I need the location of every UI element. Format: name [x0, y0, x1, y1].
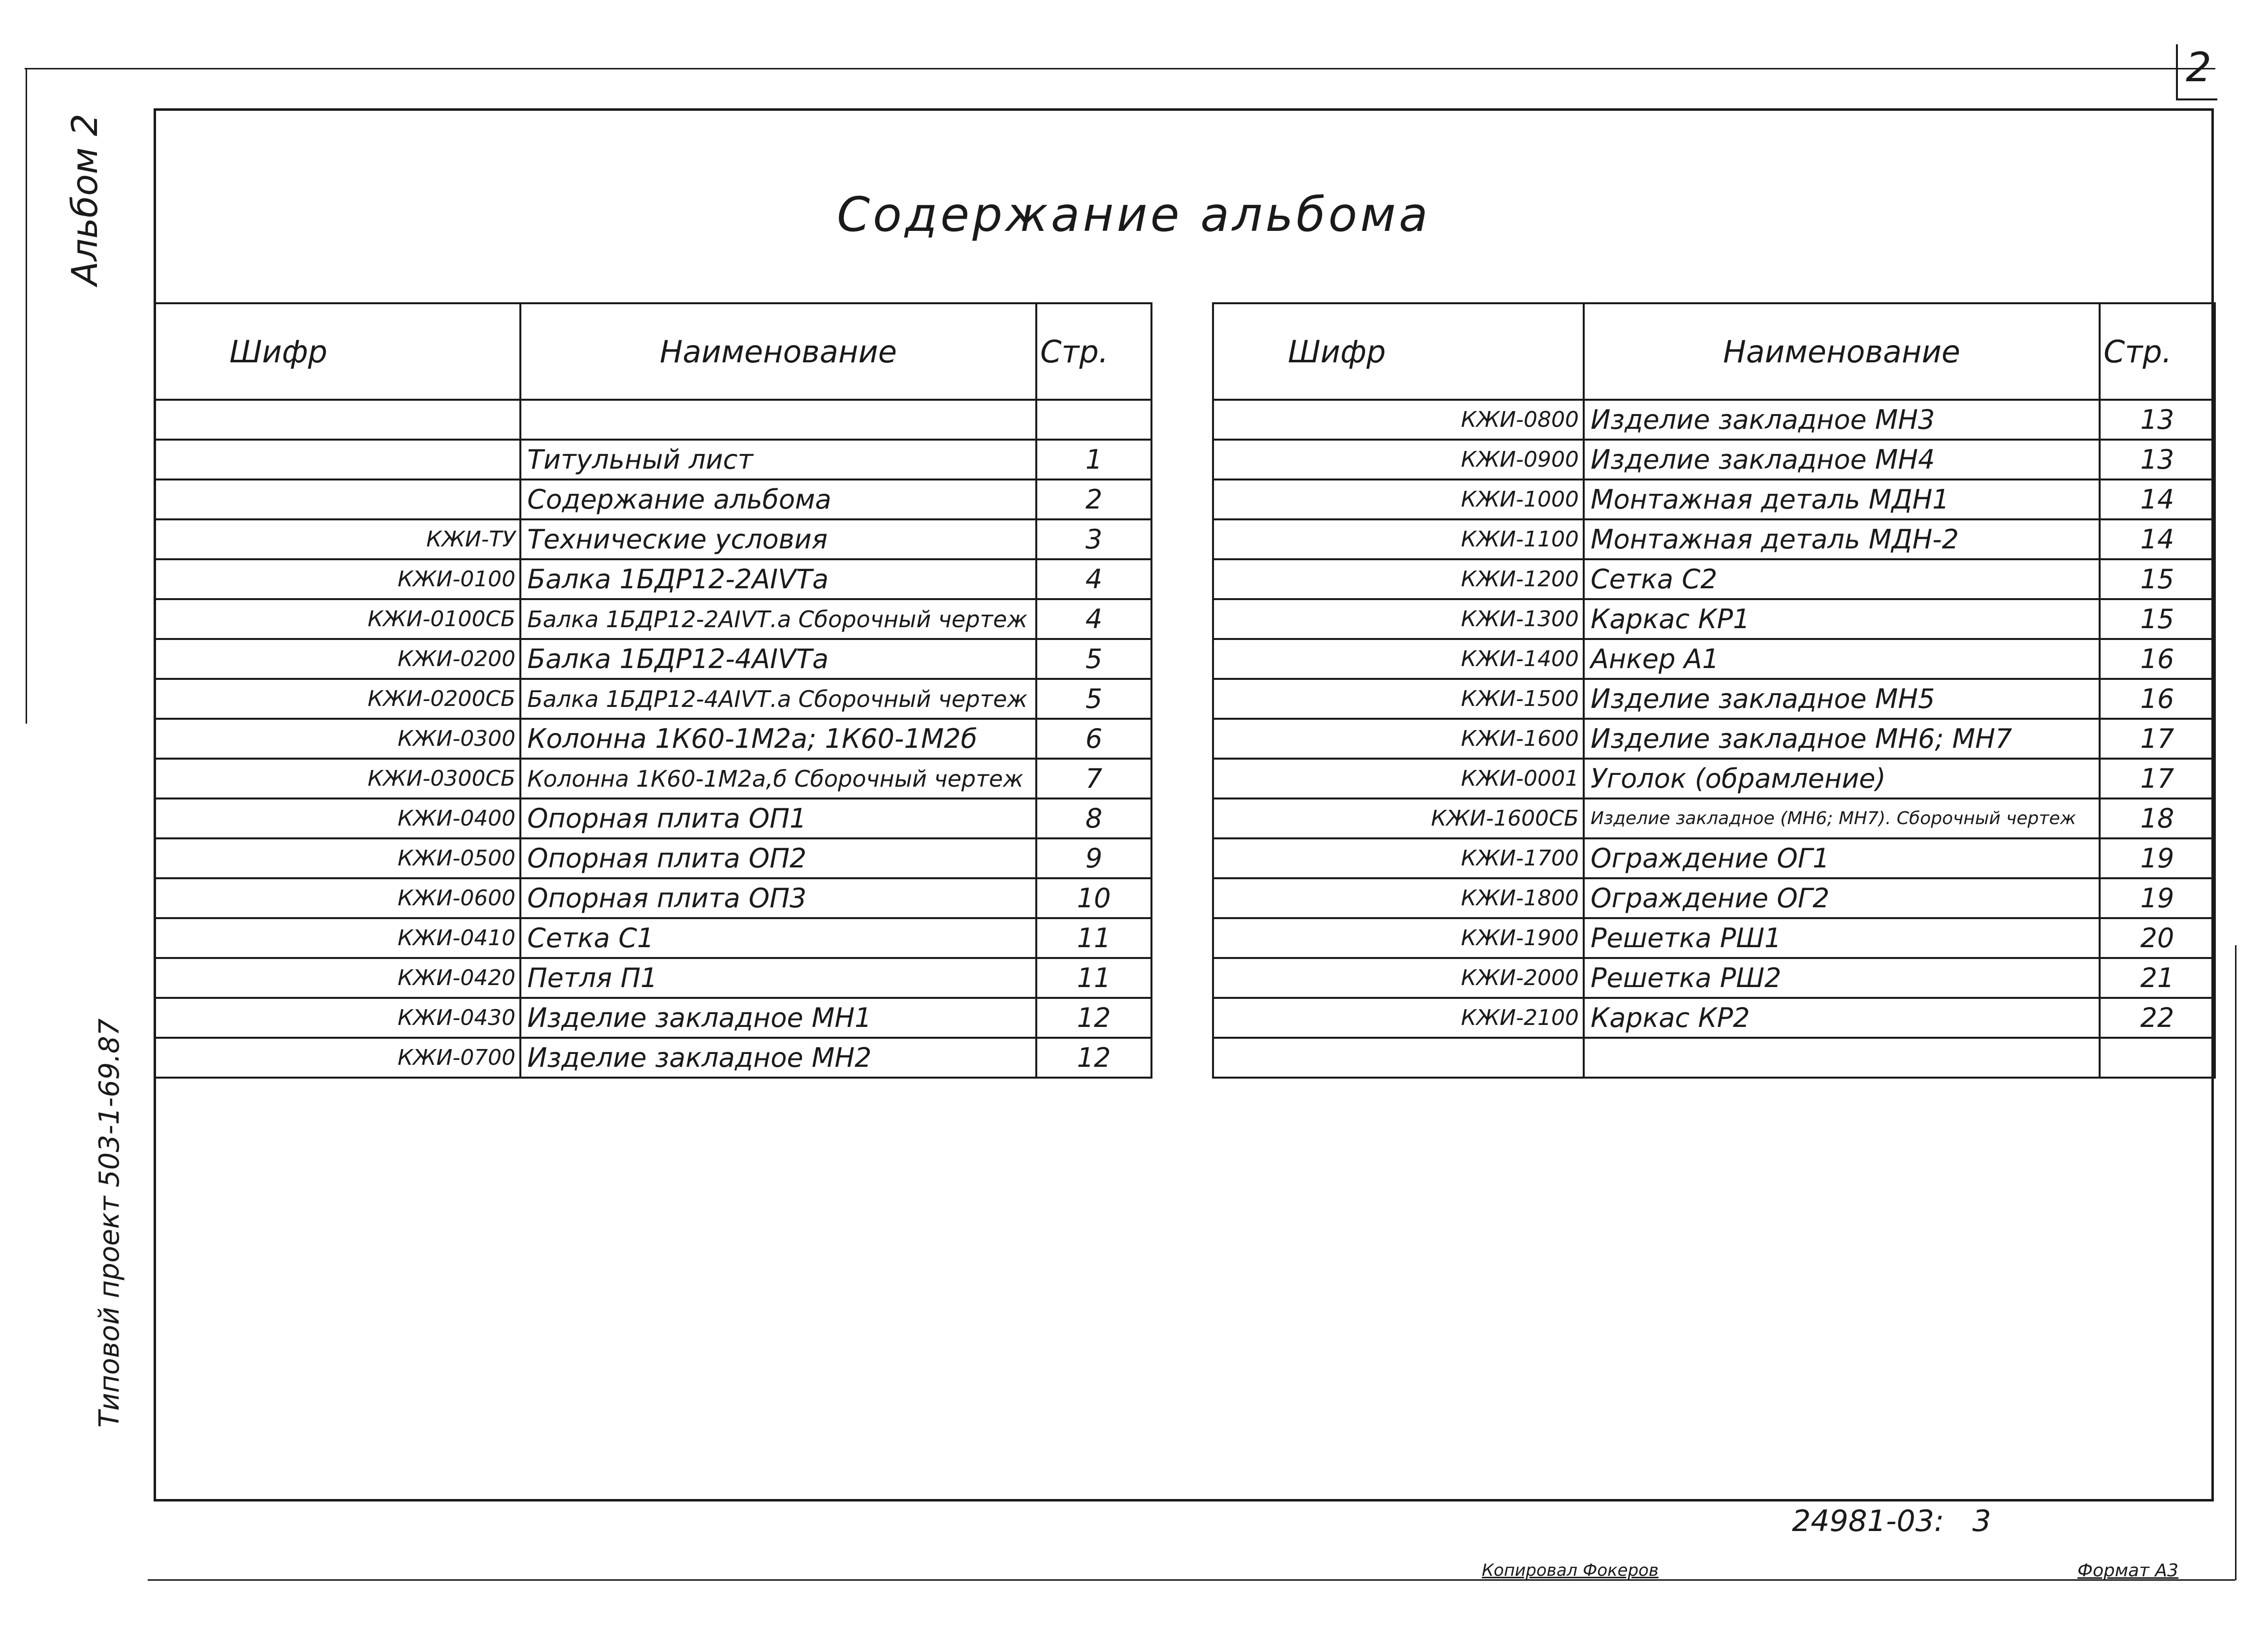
row-name: Петля П1	[520, 958, 1036, 998]
row-code: КЖИ-1300	[1213, 599, 1584, 639]
row-page: 4	[1036, 559, 1151, 599]
row-name: Решетка РШ1	[1584, 918, 2100, 958]
row-page: 11	[1036, 958, 1151, 998]
table-row	[155, 639, 1151, 679]
row-name: Колонна 1К60-1М2а; 1К60-1М2б	[520, 719, 1036, 759]
row-page: 9	[1036, 838, 1151, 878]
table-row	[1213, 400, 2215, 440]
sheet-number: 2	[2186, 44, 2212, 91]
row-page: 16	[2100, 679, 2215, 719]
row-name: Колонна 1К60-1М2а,б Сборочный чертеж	[520, 759, 1036, 798]
row-page: 3	[1036, 519, 1151, 559]
row-code: КЖИ-1600	[1213, 719, 1584, 759]
row-code: КЖИ-1900	[1213, 918, 1584, 958]
table-row	[155, 599, 1151, 639]
side-stamp: Типовой проект 503-1-69.87	[94, 1018, 126, 1428]
row-name: Решетка РШ2	[1584, 958, 2100, 998]
row-name: Балка 1БДР12-2АIVТа	[520, 559, 1036, 599]
row-code: КЖИ-2000	[1213, 958, 1584, 998]
table-row	[1213, 878, 2215, 918]
row-code: КЖИ-0700	[155, 1038, 520, 1078]
row-name: Изделие закладное МН3	[1584, 400, 2100, 440]
row-name: Изделие закладное (МН6; МН7). Сборочный чертеж	[1584, 798, 2100, 838]
row-name: Опорная плита ОП1	[520, 798, 1036, 838]
row-page: 17	[2100, 759, 2215, 798]
row-page: 2	[1036, 479, 1151, 519]
row-page: 15	[2100, 599, 2215, 639]
row-page: 8	[1036, 798, 1151, 838]
row-name: Монтажная деталь МДН-2	[1584, 519, 2100, 559]
row-name	[1584, 1038, 2100, 1078]
row-name: Балка 1БДР12-4АIVТ.а Сборочный чертеж	[520, 679, 1036, 719]
row-code: КЖИ-0200	[155, 639, 520, 679]
row-page: 22	[2100, 998, 2215, 1038]
row-page: 15	[2100, 559, 2215, 599]
table-header-row	[1213, 303, 2215, 400]
table-row	[155, 1038, 1151, 1078]
row-code	[155, 479, 520, 519]
row-page: 13	[2100, 440, 2215, 479]
row-name: Каркас КР1	[1584, 599, 2100, 639]
row-page: 5	[1036, 679, 1151, 719]
document-code-number: 24981-03	[1792, 1504, 1934, 1538]
copied-by-stamp: Копировал Фокеров	[1482, 1561, 1659, 1580]
row-code: КЖИ-1000	[1213, 479, 1584, 519]
row-code: КЖИ-0300	[155, 719, 520, 759]
row-code: КЖИ-0100СБ	[155, 599, 520, 639]
row-name: Уголок (обрамление)	[1584, 759, 2100, 798]
table-row	[155, 519, 1151, 559]
table-row	[155, 479, 1151, 519]
row-name: Балка 1БДР12-4АIVТа	[520, 639, 1036, 679]
row-name: Каркас КР2	[1584, 998, 2100, 1038]
row-name: Балка 1БДР12-2АIVТ.а Сборочный чертеж	[520, 599, 1036, 639]
table-row	[155, 679, 1151, 719]
header-name: Наименование	[520, 303, 1036, 400]
row-code: КЖИ-1200	[1213, 559, 1584, 599]
right-margin-line	[2235, 945, 2236, 1580]
row-name: Изделие закладное МН1	[520, 998, 1036, 1038]
row-page: 11	[1036, 918, 1151, 958]
row-name: Изделие закладное МН4	[1584, 440, 2100, 479]
table-row	[1213, 519, 2215, 559]
row-page: 20	[2100, 918, 2215, 958]
row-page: 19	[2100, 838, 2215, 878]
row-name: Ограждение ОГ1	[1584, 838, 2100, 878]
row-name: Сетка С2	[1584, 559, 2100, 599]
format-label: Формат А3	[2077, 1561, 2179, 1581]
row-page: 21	[2100, 958, 2215, 998]
row-name: Опорная плита ОП2	[520, 838, 1036, 878]
table-row	[1213, 838, 2215, 878]
table-row	[155, 918, 1151, 958]
table-row	[155, 759, 1151, 798]
row-name: Анкер А1	[1584, 639, 2100, 679]
table-row	[155, 998, 1151, 1038]
table-row	[1213, 759, 2215, 798]
row-code: КЖИ-0430	[155, 998, 520, 1038]
table-row	[1213, 639, 2215, 679]
bottom-border-line	[148, 1579, 2235, 1581]
row-code: КЖИ-0200СБ	[155, 679, 520, 719]
header-code: Шифр	[155, 303, 520, 400]
row-code: КЖИ-1800	[1213, 878, 1584, 918]
album-title: Содержание альбома	[837, 187, 1431, 242]
row-name: Сетка С1	[520, 918, 1036, 958]
table-row	[1213, 998, 2215, 1038]
table-row	[1213, 599, 2215, 639]
table-row	[155, 878, 1151, 918]
row-page: 17	[2100, 719, 2215, 759]
row-page: 18	[2100, 798, 2215, 838]
table-row	[1213, 440, 2215, 479]
document-code: 24981-03: 3	[1792, 1504, 1991, 1538]
row-page: 6	[1036, 719, 1151, 759]
table-row	[155, 400, 1151, 440]
row-code: КЖИ-0500	[155, 838, 520, 878]
left-margin-line	[26, 69, 27, 724]
row-code: КЖИ-1700	[1213, 838, 1584, 878]
row-page: 5	[1036, 639, 1151, 679]
row-page: 14	[2100, 479, 2215, 519]
row-code: КЖИ-0410	[155, 918, 520, 958]
table-row	[155, 798, 1151, 838]
row-page: 4	[1036, 599, 1151, 639]
row-name: Технические условия	[520, 519, 1036, 559]
row-code: КЖИ-0001	[1213, 759, 1584, 798]
row-name: Изделие закладное МН2	[520, 1038, 1036, 1078]
row-code: КЖИ-0600	[155, 878, 520, 918]
contents-body-left	[155, 400, 1151, 1078]
row-code: КЖИ-ТУ	[155, 519, 520, 559]
row-code: КЖИ-0100	[155, 559, 520, 599]
row-code: КЖИ-2100	[1213, 998, 1584, 1038]
row-page: 7	[1036, 759, 1151, 798]
contents-body-right	[1213, 400, 2215, 1078]
row-code: КЖИ-0300СБ	[155, 759, 520, 798]
header-code: Шифр	[1213, 303, 1584, 400]
row-page	[2100, 1038, 2215, 1078]
row-page: 16	[2100, 639, 2215, 679]
table-row	[155, 958, 1151, 998]
row-page: 13	[2100, 400, 2215, 440]
row-name: Изделие закладное МН5	[1584, 679, 2100, 719]
row-code: КЖИ-0400	[155, 798, 520, 838]
table-row	[1213, 479, 2215, 519]
row-code	[1213, 1038, 1584, 1078]
row-code	[155, 400, 520, 440]
row-name: Ограждение ОГ2	[1584, 878, 2100, 918]
table-row	[155, 719, 1151, 759]
row-code: КЖИ-0800	[1213, 400, 1584, 440]
table-header-row	[155, 303, 1151, 400]
row-code	[155, 440, 520, 479]
row-page: 12	[1036, 1038, 1151, 1078]
row-code: КЖИ-0420	[155, 958, 520, 998]
row-code: КЖИ-1600СБ	[1213, 798, 1584, 838]
contents-table-right	[1212, 302, 2216, 1079]
table-row	[1213, 918, 2215, 958]
row-page: 1	[1036, 440, 1151, 479]
row-page: 14	[2100, 519, 2215, 559]
table-row	[1213, 559, 2215, 599]
header-page: Стр.	[2100, 303, 2215, 400]
table-row	[1213, 798, 2215, 838]
row-code: КЖИ-1100	[1213, 519, 1584, 559]
table-row	[1213, 679, 2215, 719]
table-row	[155, 559, 1151, 599]
header-name: Наименование	[1584, 303, 2100, 400]
table-row	[1213, 958, 2215, 998]
row-name: Монтажная деталь МДН1	[1584, 479, 2100, 519]
table-row	[155, 440, 1151, 479]
document-code-sheet: 3	[1972, 1504, 1991, 1538]
row-page	[1036, 400, 1151, 440]
table-row	[155, 838, 1151, 878]
table-row	[1213, 1038, 2215, 1078]
album-label: Альбом 2	[64, 113, 105, 286]
top-border-line	[25, 68, 2215, 69]
row-page: 19	[2100, 878, 2215, 918]
contents-table-left	[154, 302, 1152, 1079]
header-page: Стр.	[1036, 303, 1151, 400]
row-code: КЖИ-0900	[1213, 440, 1584, 479]
row-code: КЖИ-1400	[1213, 639, 1584, 679]
row-name	[520, 400, 1036, 440]
row-name: Титульный лист	[520, 440, 1036, 479]
row-name: Изделие закладное МН6; МН7	[1584, 719, 2100, 759]
row-page: 10	[1036, 878, 1151, 918]
row-name: Опорная плита ОП3	[520, 878, 1036, 918]
row-code: КЖИ-1500	[1213, 679, 1584, 719]
table-row	[1213, 719, 2215, 759]
row-page: 12	[1036, 998, 1151, 1038]
row-name: Содержание альбома	[520, 479, 1036, 519]
